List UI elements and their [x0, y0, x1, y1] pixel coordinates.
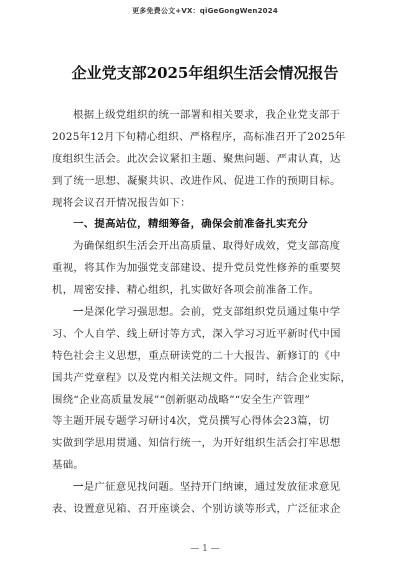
body-line: 现将会议召开情况报告如下： — [52, 196, 191, 209]
body-line: 实做到学思用贯通、知信行统一，为开好组织生活会打牢思想 — [52, 437, 341, 450]
promo-banner: 更多免费公文+VX：qiGeGongWen2024 — [132, 7, 278, 15]
body-line: 基础。 — [52, 459, 85, 472]
body-line-text: 是深化学习强思想。会前，党支部组织党员通过集中学 — [83, 306, 341, 319]
page-number: — 1 — — [190, 544, 220, 554]
body-line: 重视，将其作为加强党支部建设、提升党员党性修养的重要契 — [52, 262, 341, 275]
body-line: 根据上级党组织的统一部署和相关要求，我企业党支部于 — [73, 109, 341, 121]
body-line: 等主题开展专题学习研讨4次，党员撰写心得体会23篇，切 — [52, 415, 330, 428]
body-line-point-2 — [52, 477, 358, 499]
body-line: 到了统一思想、凝聚共识、改进作风、促进工作的预期目标。 — [52, 174, 341, 187]
body-line: 度组织生活会。此次会议紧扣主题、聚焦问题、严肃认真，达 — [52, 152, 341, 165]
body-line-point-1 — [52, 302, 358, 324]
section-heading-1: 一、提高站位，精细筹备，确保会前准备扎实充分 — [73, 218, 309, 231]
body-line: 表、设置意见箱、召开座谈会、个别访谈等形式，广泛征求企 — [52, 503, 341, 516]
body-line: 围绕“企业高质量发展”“创新驱动战略”“安全生产管理” — [52, 393, 311, 406]
point-bold-prefix: 一 — [73, 306, 84, 319]
body-line-text: 是广征意见找问题。坚持开门纳谏，通过发放征求意见 — [83, 481, 341, 494]
body-line: 国共产党章程》以及党内相关法规文件。同时，结合企业实际， — [52, 371, 352, 384]
document-title: 企业党支部2025年组织生活会情况报告 — [71, 64, 339, 82]
body-line: 习、个人自学、线上研讨等方式，深入学习习近平新时代中国 — [52, 327, 341, 340]
body-line: 特色社会主义思想，重点研读党的二十大报告、新修订的《中 — [52, 349, 341, 362]
body-line: 机，周密安排、精心组织，扎实做好各项会前准备工作。 — [52, 284, 320, 297]
body-line: 2025年12月下旬精心组织、严格程序，高标准召开了2025年 — [52, 130, 346, 143]
point-bold-prefix: 一 — [73, 481, 84, 494]
body-line: 为确保组织生活会开出高质量、取得好成效，党支部高度 — [73, 240, 341, 253]
document-body — [52, 105, 358, 521]
